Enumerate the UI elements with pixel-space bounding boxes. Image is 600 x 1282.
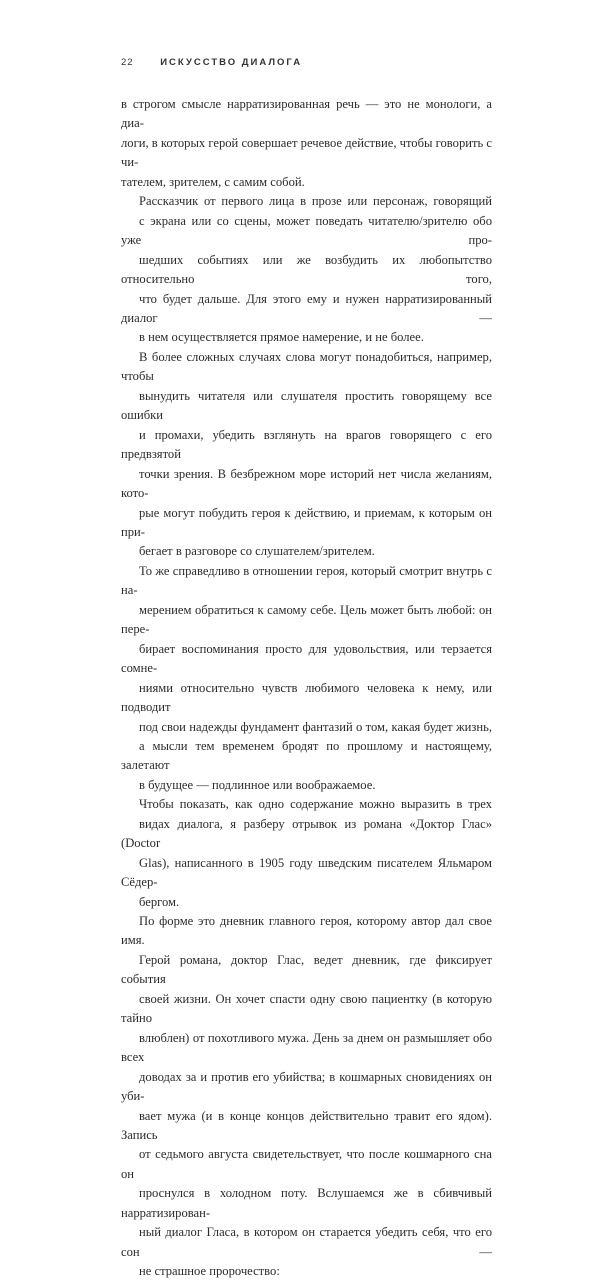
- text-line: в нем осуществляется прямое намерение, и не более.: [139, 330, 424, 345]
- text-line: с экрана или со сцены, может поведать читателю/зрителю обо уже про-: [121, 213, 492, 248]
- text-line: а мысли тем временем бродят по прошлому и настоящему, залетают: [121, 738, 492, 773]
- paragraph: [121, 795, 492, 912]
- text-line: Glas), написанного в 1905 году шведским писателем Яльмаром Сёдер-: [121, 855, 492, 890]
- body-text: [121, 95, 492, 1282]
- text-line: ниями относительно чувств любимого человека к нему, или подводит: [121, 680, 492, 715]
- text-line: бергом.: [139, 894, 180, 909]
- text-line: Герой романа, доктор Глас, ведет дневник, где фиксирует события: [121, 952, 492, 987]
- text-line: шедших событиях или же возбудить их любопытство относительно того,: [121, 252, 492, 287]
- text-line: что будет дальше. Для этого ему и нужен нарратизированный диалог —: [121, 291, 492, 325]
- paragraph: [121, 95, 492, 192]
- text-line: Чтобы показать, как одно содержание можно выразить в трех: [139, 797, 492, 812]
- paragraph: [121, 348, 492, 562]
- text-line: логи, в которых герой совершает речевое действие, чтобы говорить с чи-: [121, 135, 492, 170]
- text-line: Рассказчик от первого лица в прозе или персонаж, говорящий: [139, 194, 492, 209]
- text-line: в строгом смысле нарратизированная речь — это не монологи, а диа-: [121, 97, 492, 131]
- paragraph: [121, 192, 492, 348]
- text-line: То же справедливо в отношении героя, который смотрит внутрь с на-: [121, 563, 492, 598]
- text-line: проснулся в холодном поту. Вслушаемся же в сбивчивый нарратизирован-: [121, 1186, 492, 1220]
- text-line: бирает воспоминания просто для удовольствия, или терзается сомне-: [121, 641, 492, 676]
- running-header: [121, 57, 302, 68]
- text-line: видах диалога, я разберу отрывок из романа «Доктор Глас» (Doctor: [121, 816, 492, 851]
- text-line: под свои надежды фундамент фантазий о том, какая будет жизнь,: [139, 719, 492, 734]
- running-title: ИСКУССТВО ДИАЛОГА: [160, 57, 303, 68]
- text-line: точки зрения. В безбрежном море историй нет числа желаниям, кото-: [121, 466, 492, 501]
- text-line: бегает в разговоре со слушателем/зрителем.: [139, 544, 375, 559]
- text-line: своей жизни. Он хочет спасти одну свою пациентку (в которую тайно: [121, 991, 492, 1026]
- text-line: В более сложных случаях слова могут понадобиться, например, чтобы: [121, 349, 492, 384]
- text-line: влюблен) от похотливого мужа. День за днем он размышляет обо всех: [121, 1030, 492, 1065]
- paragraph: [121, 562, 492, 795]
- text-line: не страшное пророчество:: [139, 1264, 280, 1279]
- paragraph: [121, 912, 492, 1282]
- text-line: доводах за и против его убийства; в кошмарных сновидениях он уби-: [121, 1069, 492, 1104]
- text-line: мерением обратиться к самому себе. Цель может быть любой: он пере-: [121, 602, 492, 637]
- text-line: вынудить читателя или слушателя простить говорящему все ошибки: [121, 388, 492, 423]
- page-number: 22: [121, 57, 134, 68]
- text-line: ный диалог Гласа, в котором он старается убедить себя, что его сон —: [121, 1225, 492, 1259]
- text-line: в будущее — подлинное или воображаемое.: [139, 777, 376, 792]
- text-line: от седьмого августа свидетельствует, что после кошмарного сна он: [121, 1147, 492, 1181]
- text-line: рые могут побудить героя к действию, и приемам, к которым он при-: [121, 505, 492, 539]
- text-line: и промахи, убедить взглянуть на врагов говорящего с его предвзятой: [121, 427, 492, 462]
- text-line: По форме это дневник главного героя, которому автор дал свое имя.: [121, 914, 492, 948]
- text-line: тателем, зрителем, с самим собой.: [121, 174, 305, 189]
- text-line: вает мужа (и в конце концов действительно травит его ядом). Запись: [121, 1108, 492, 1143]
